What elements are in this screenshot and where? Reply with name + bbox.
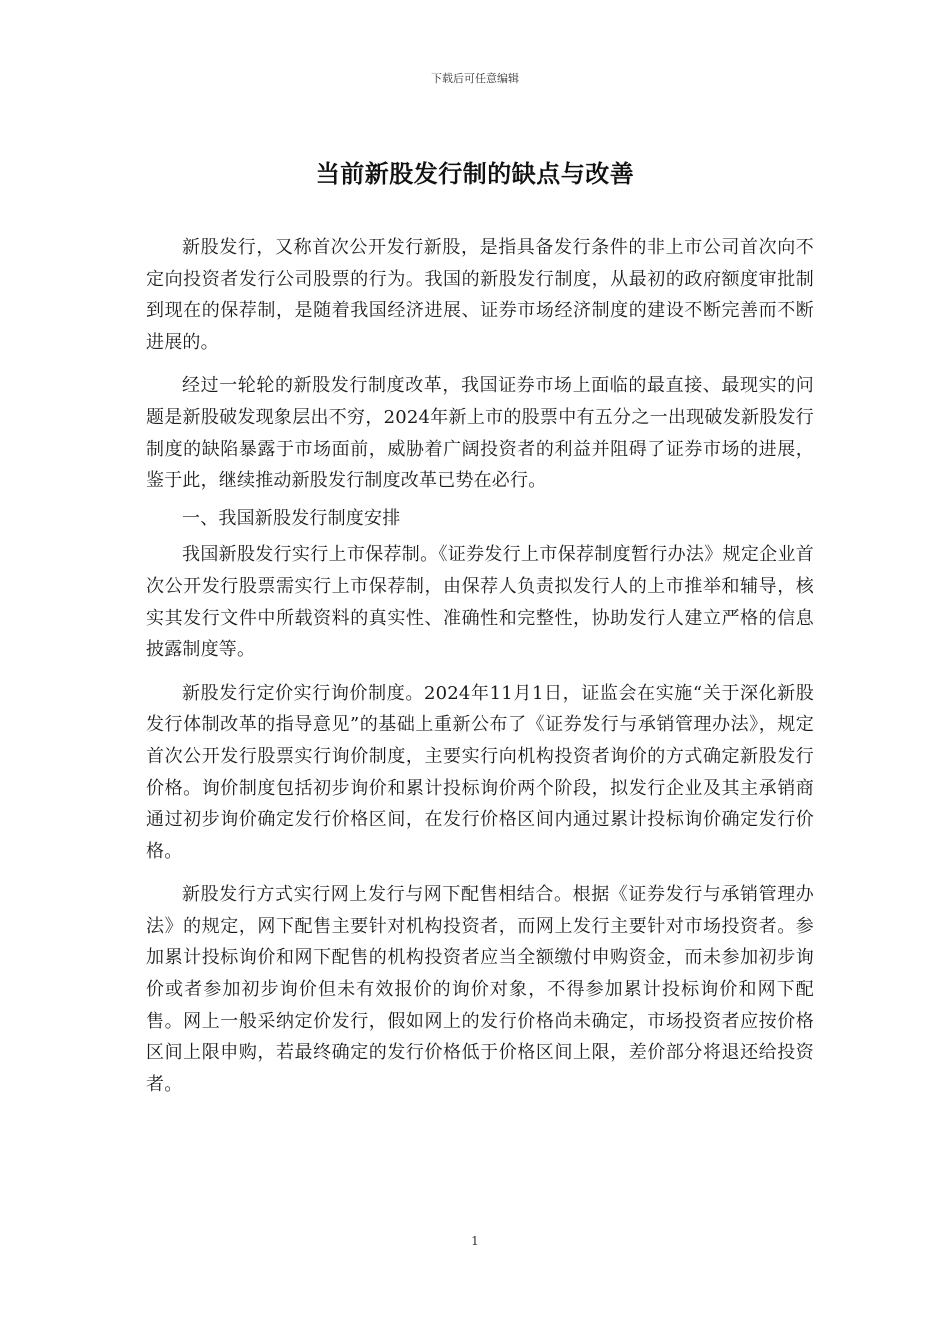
section-heading-1: 一、我国新股发行制度安排 [182, 507, 401, 529]
document-title: 当前新股发行制的缺点与改善 [315, 159, 635, 188]
header-note: 下载后可任意编辑 [431, 72, 519, 85]
paragraph-intro: 新股发行，又称首次公开发行新股，是指具备发行条件的非上市公司首次向不定向投资者发行公司股票的行为。我国的新股发行制度，从最初的政府额度审批制到现在的保荐制，是随着我国经济进展、证券市场经济制度的建设不断完善而不断进展的。 [146, 237, 814, 353]
paragraph-issuance-method: 新股发行方式实行网上发行与网下配售相结合。根据《证券发行与承销管理办法》的规定，网下配售主要针对机构投资者，而网上发行主要针对市场投资者。参加累计投标询价和网下配售的机构投资者应当全额缴付申购资金，而未参加初步询价或者参加初步询价但未有效报价的询价对象，不得参加累计投标询价和网下配售。网上一般采纳定价发行，假如网上的发行价格尚未确定，市场投资者应按价格区间上限申购，若最终确定的发行价格低于价格区间上限，差价部分将退还给投资者。 [146, 884, 814, 1095]
paragraph-reform-problem: 经过一轮轮的新股发行制度改革，我国证券市场上面临的最直接、最现实的问题是新股破发现象层出不穷，2024年新上市的股票中有五分之一出现破发新股发行制度的缺陷暴露于市场面前，威胁着广阔投资者的利益并阻碍了证券市场的进展，鉴于此，继续推动新股发行制度改革已势在必行。 [146, 375, 814, 492]
paragraph-sponsor-system: 我国新股发行实行上市保荐制。《证券发行上市保荐制度暂行办法》规定企业首次公开发行股票需实行上市保荐制，由保荐人负责拟发行人的上市推举和辅导，核实其发行文件中所载资料的真实性、准确性和完整性，协助发行人建立严格的信息披露制度等。 [146, 544, 814, 661]
paragraph-inquiry-pricing: 新股发行定价实行询价制度。2024年11月1日，证监会在实施“关于深化新股发行体制改革的指导意见”的基础上重新公布了《证券发行与承销管理办法》，规定首次公开发行股票实行询价制度，主要实行向机构投资者询价的方式确定新股发行价格。询价制度包括初步询价和累计投标询价两个阶段，拟发行企业及其主承销商通过初步询价确定发行价格区间，在发行价格区间内通过累计投标询价确定发行价格。 [146, 682, 814, 862]
page-number: 1 [471, 1234, 479, 1248]
document-body [146, 232, 814, 1100]
